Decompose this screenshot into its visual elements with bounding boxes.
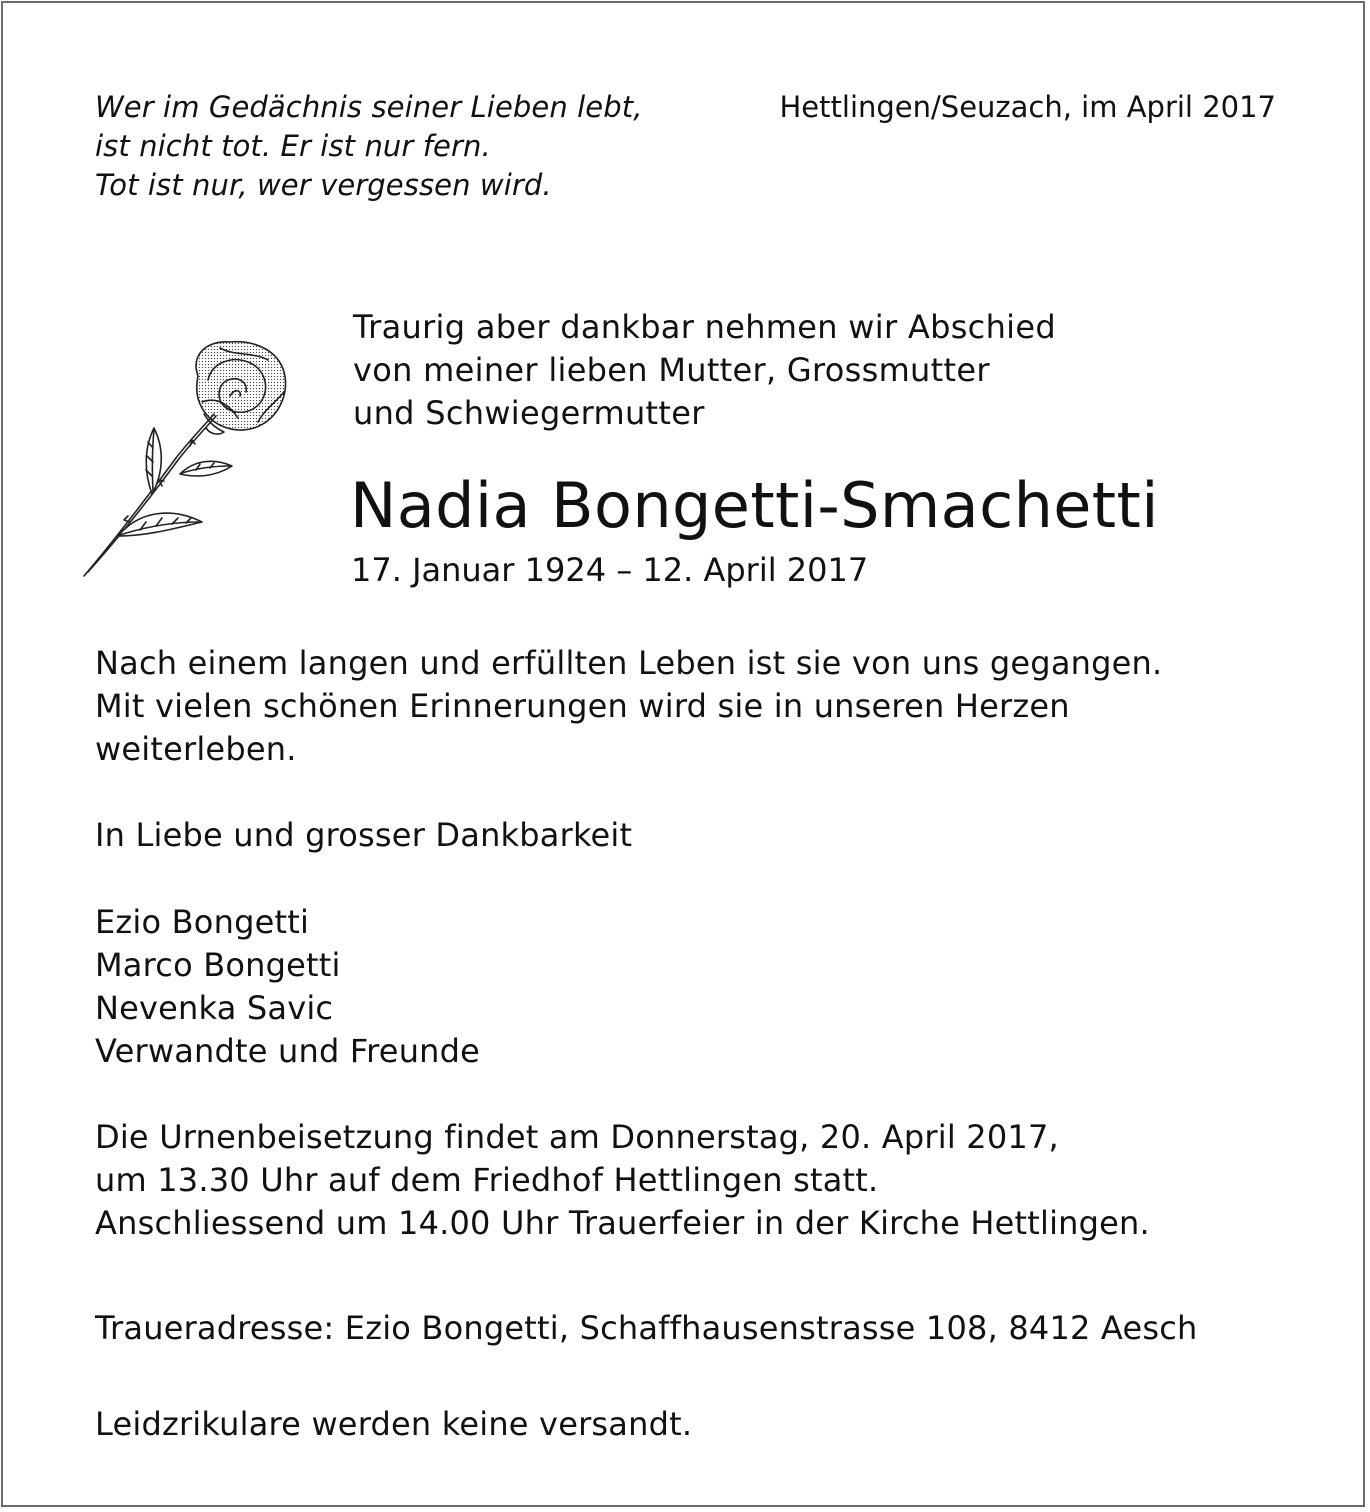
rose-icon bbox=[78, 336, 294, 582]
poem-line: Wer im Gedächnis seiner Lieben lebt, bbox=[95, 90, 643, 124]
mourner-name: Verwandte und Freunde bbox=[95, 1032, 481, 1070]
service-line: um 13.30 Uhr auf dem Friedhof Hettlingen statt. bbox=[95, 1161, 879, 1199]
poem-line: Tot ist nur, wer vergessen wird. bbox=[95, 168, 552, 202]
message-line: Mit vielen schönen Erinnerungen wird sie in unseren Herzen bbox=[95, 687, 1070, 725]
mourner-name: Marco Bongetti bbox=[95, 946, 341, 984]
life-dates: 17. Januar 1924 – 12. April 2017 bbox=[351, 551, 869, 589]
service-line: Anschliessend um 14.00 Uhr Trauerfeier in der Kirche Hettlingen. bbox=[95, 1204, 1150, 1242]
poem-line: ist nicht tot. Er ist nur fern. bbox=[95, 129, 491, 163]
message-line: Nach einem langen und erfüllten Leben ist sie von uns gegangen. bbox=[95, 644, 1163, 682]
mourners-list bbox=[95, 901, 480, 1073]
mourning-address: Traueradresse: Ezio Bongetti, Schaffhausenstrasse 108, 8412 Aesch bbox=[95, 1309, 1198, 1347]
mourner-name: Ezio Bongetti bbox=[95, 903, 310, 941]
service-line: Die Urnenbeisetzung findet am Donnerstag, 20. April 2017, bbox=[95, 1118, 1059, 1156]
intro-text bbox=[353, 306, 1056, 435]
deceased-name: Nadia Bongetti-Smachetti bbox=[350, 469, 1159, 542]
service-info bbox=[95, 1116, 1150, 1245]
mourner-name: Nevenka Savic bbox=[95, 989, 334, 1027]
farewell-message bbox=[95, 642, 1162, 771]
message-line: weiterleben. bbox=[95, 730, 297, 768]
circular-notice: Leidzrikulare werden keine versandt. bbox=[95, 1405, 693, 1443]
thanks-line: In Liebe und grosser Dankbarkeit bbox=[95, 816, 633, 854]
intro-line: Traurig aber dankbar nehmen wir Abschied bbox=[353, 308, 1056, 346]
intro-line: und Schwiegermutter bbox=[353, 394, 705, 432]
intro-line: von meiner lieben Mutter, Grossmutter bbox=[353, 351, 990, 389]
place-date: Hettlingen/Seuzach, im April 2017 bbox=[779, 90, 1276, 124]
poem bbox=[95, 88, 643, 205]
